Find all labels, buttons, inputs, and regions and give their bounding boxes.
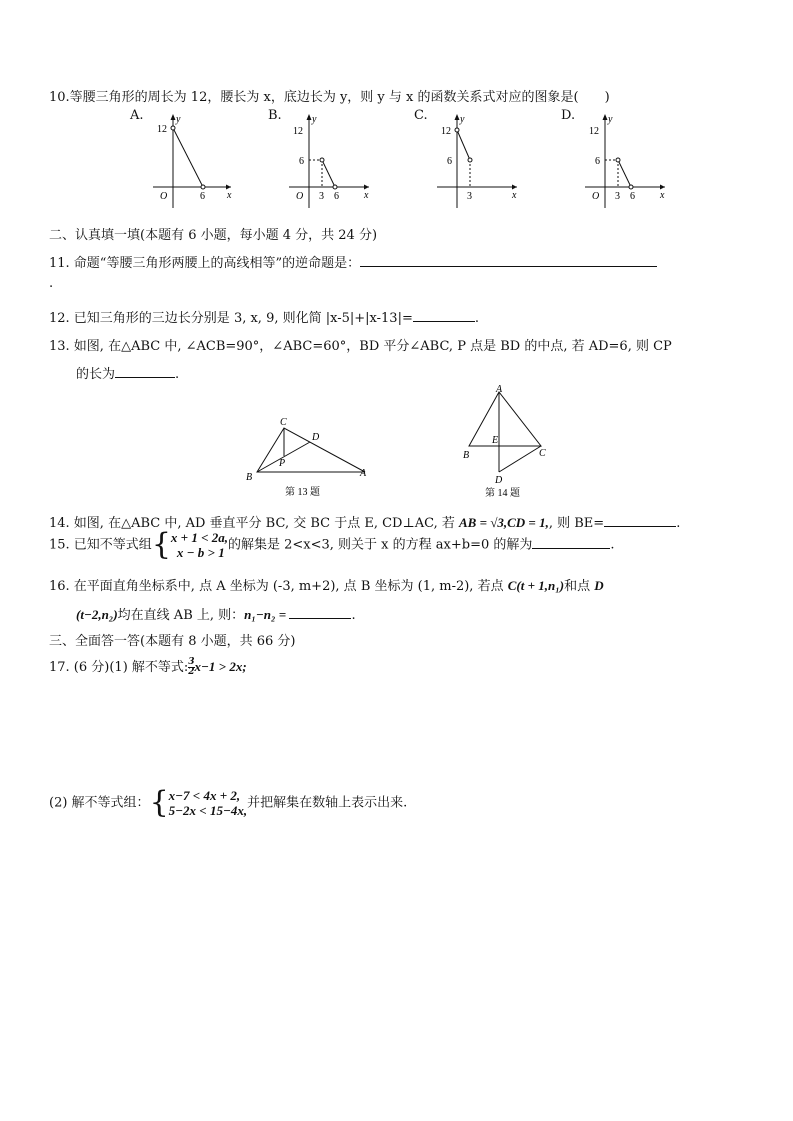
q10-text: 10.等腰三角形的周长为 12，腰长为 x，底边长为 y，则 y 与 x 的函数关系式对应的图象是( ) <box>49 90 610 105</box>
q15-suffix: 的解集是 2<x<3, 则关于 x 的方程 ax+b=0 的解为 <box>227 537 533 553</box>
fig13-label-p: P <box>279 458 286 469</box>
q14-text: 14. 如图, 在△ABC 中, AD 垂直平分 BC, 交 BC 于点 E, CD⊥AC, 若 <box>49 516 459 531</box>
q17-part1-prefix: 17. (6 分)(1) 解不等式: <box>49 660 189 675</box>
q11-answer-blank[interactable] <box>360 254 657 267</box>
q15-answer-blank[interactable] <box>532 536 610 549</box>
q17-system <box>169 788 247 818</box>
tick-6-y: 6 <box>299 156 304 167</box>
q16-line1 <box>49 575 604 594</box>
axis-x-label: x <box>512 190 517 201</box>
section3-heading: 三、全面答一答(本题有 8 小题，共 66 分) <box>49 634 296 649</box>
q15-tail: . <box>610 537 615 553</box>
q16-line1-text: 16. 在平面直角坐标系中, 点 A 坐标为 (-3, m+2), 点 B 坐标为 (1, m-2), 若点 <box>49 579 508 594</box>
q16-answer-blank[interactable] <box>289 606 351 619</box>
q17-part2 <box>49 785 408 820</box>
fig14-label-a: A <box>496 384 503 395</box>
figure-14 <box>455 384 555 500</box>
origin-label: O <box>160 191 168 202</box>
axis-y-label: y <box>176 114 181 125</box>
graph-a <box>145 110 240 210</box>
q13-line1: 13. 如图, 在△ABC 中, ∠ACB=90°，∠ABC=60°，BD 平分∠ABC, P 点是 BD 的中点, 若 AD=6, 则 CP <box>49 339 672 354</box>
fig13-caption: 第 13 题 <box>285 487 320 498</box>
tick-3: 3 <box>319 191 324 202</box>
tick-6-x: 6 <box>334 191 339 202</box>
axis-x-label: x <box>364 190 369 201</box>
q13-line2 <box>76 363 179 382</box>
q16-tail: . <box>351 608 356 623</box>
q17-part1 <box>49 656 247 677</box>
q11-text: 11. 命题“等腰三角形两腰上的高线相等”的逆命题是： <box>49 256 361 271</box>
q17-eq2: 5−2x < 15−4x, <box>168 803 248 818</box>
graph-c <box>433 110 528 210</box>
q16-line2 <box>76 604 356 623</box>
figure-13 <box>240 412 375 500</box>
q13-tail: . <box>175 367 180 382</box>
fig13-label-b: B <box>246 472 253 483</box>
option-a-label: A. <box>130 108 144 123</box>
q14-math: AB = √3,CD = 1, <box>458 515 549 530</box>
section2-heading: 二、认真填一填(本题有 6 小题，每小题 4 分，共 24 分) <box>49 228 378 243</box>
tick-6-x: 6 <box>630 191 635 202</box>
q15-system <box>171 530 228 560</box>
q14 <box>49 512 680 531</box>
tick-6-y: 6 <box>595 156 600 167</box>
axis-x-label: x <box>660 190 665 201</box>
option-c-label: C. <box>414 108 428 123</box>
q13-answer-blank[interactable] <box>115 365 175 378</box>
q15 <box>49 527 615 562</box>
q17-part1-math: x−1 > 2x; <box>194 659 247 674</box>
q15-eq1: x + 1 < 2a, <box>170 530 228 545</box>
axis-y-label: y <box>460 114 465 125</box>
q12-answer-blank[interactable] <box>413 309 475 322</box>
q16-line2-expr: n₁−n₂ = <box>244 607 290 622</box>
tick-12: 12 <box>589 126 599 137</box>
fig14-label-e: E <box>492 435 499 446</box>
q17-part2-suffix: 并把解集在数轴上表示出来. <box>247 795 408 811</box>
q12 <box>49 307 479 326</box>
q13-line2-text: 的长为 <box>76 367 116 382</box>
graph-b <box>285 110 380 210</box>
q16-point-c: C(t + 1,n₁) <box>507 578 565 593</box>
tick-6: 6 <box>200 191 205 202</box>
q12-text: 12. 已知三角形的三边长分别是 3, x, 9, 则化简 |x-5|+|x-13|= <box>49 311 413 326</box>
option-b-label: B. <box>268 108 282 123</box>
q17-frac-den: 2 <box>188 667 195 677</box>
axis-y-label: y <box>312 114 317 125</box>
q14-tail: . <box>676 516 681 531</box>
q16-line2-text: 均在直线 AB 上, 则： <box>117 608 245 623</box>
q16-and: 和点 <box>564 579 595 594</box>
fig14-label-d: D <box>495 475 503 486</box>
q11-tail: . <box>49 276 54 291</box>
graph-d <box>581 110 676 210</box>
q11 <box>49 252 657 271</box>
q15-eq2: x − b > 1 <box>176 545 225 560</box>
tick-6-y: 6 <box>447 156 452 167</box>
fig13-label-a: A <box>360 468 367 479</box>
q15-brace: { <box>151 527 171 562</box>
q15-prefix: 15. 已知不等式组 <box>49 537 152 553</box>
tick-3: 3 <box>467 191 472 202</box>
axis-y-label: y <box>608 114 613 125</box>
q17-frac-num: 3 <box>188 657 195 667</box>
tick-3: 3 <box>615 191 620 202</box>
q14-answer-blank[interactable] <box>604 514 676 527</box>
origin-label: O <box>296 191 304 202</box>
fig14-label-c: C <box>539 448 546 459</box>
q12-tail: . <box>474 311 479 326</box>
q17-eq1: x−7 < 4x + 2, <box>168 788 241 803</box>
q16-point-d: D <box>594 578 604 593</box>
fig13-label-c: C <box>280 417 287 428</box>
q16-line2-math: (t−2,n₂) <box>76 607 118 622</box>
tick-12: 12 <box>441 126 451 137</box>
fig14-caption: 第 14 题 <box>485 488 520 499</box>
q17-brace: { <box>149 785 169 820</box>
tick-12: 12 <box>293 126 303 137</box>
fig14-label-b: B <box>463 450 470 461</box>
option-d-label: D. <box>561 108 576 123</box>
origin-label: O <box>592 191 600 202</box>
fig13-label-d: D <box>312 432 320 443</box>
q14-mid: , 则 BE= <box>548 516 605 531</box>
axis-x-label: x <box>227 190 232 201</box>
tick-12: 12 <box>157 124 167 135</box>
q17-part2-prefix: (2) 解不等式组： <box>49 795 150 811</box>
